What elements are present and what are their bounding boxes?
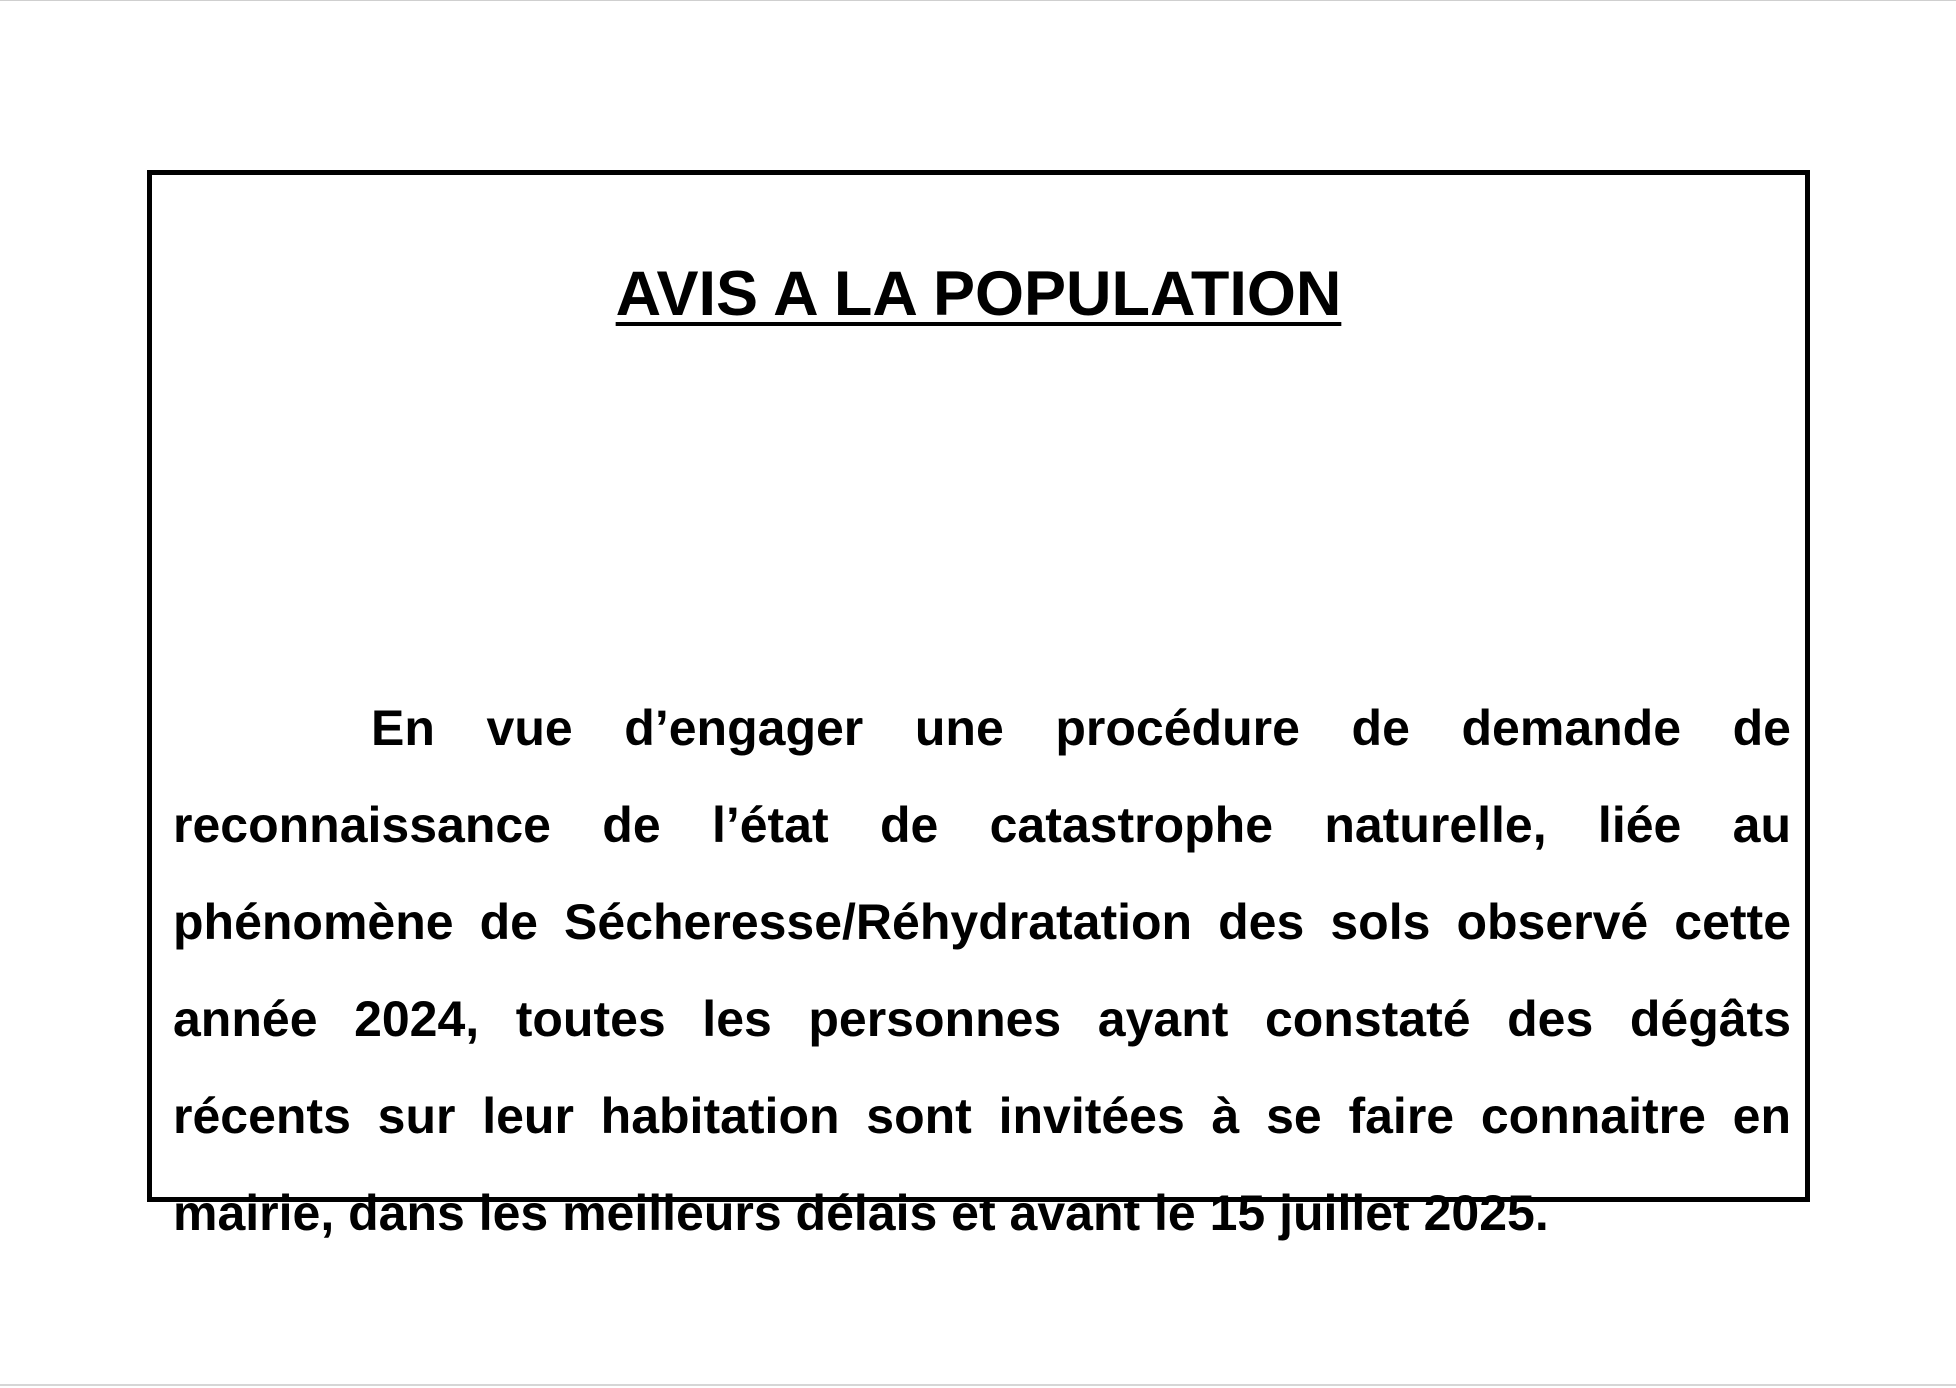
- page-top-edge: [0, 0, 1956, 1]
- page-bottom-edge: [0, 1384, 1956, 1386]
- notice-body-paragraph: En vue d’engager une procédure de demande de reconnaissance de l’état de catastrophe naturelle, liée au phénomène de Sécheresse/Réhydratation des sols observé cette année 2024, toutes les personnes ayant constaté des dégâts récents sur leur habitation sont invitées à se faire connaitre en mairie, dans les meilleurs délais et avant le 15 juillet 2025.: [173, 700, 1791, 1241]
- notice-title: AVIS A LA POPULATION: [615, 259, 1342, 329]
- notice-box: [147, 170, 1810, 1241]
